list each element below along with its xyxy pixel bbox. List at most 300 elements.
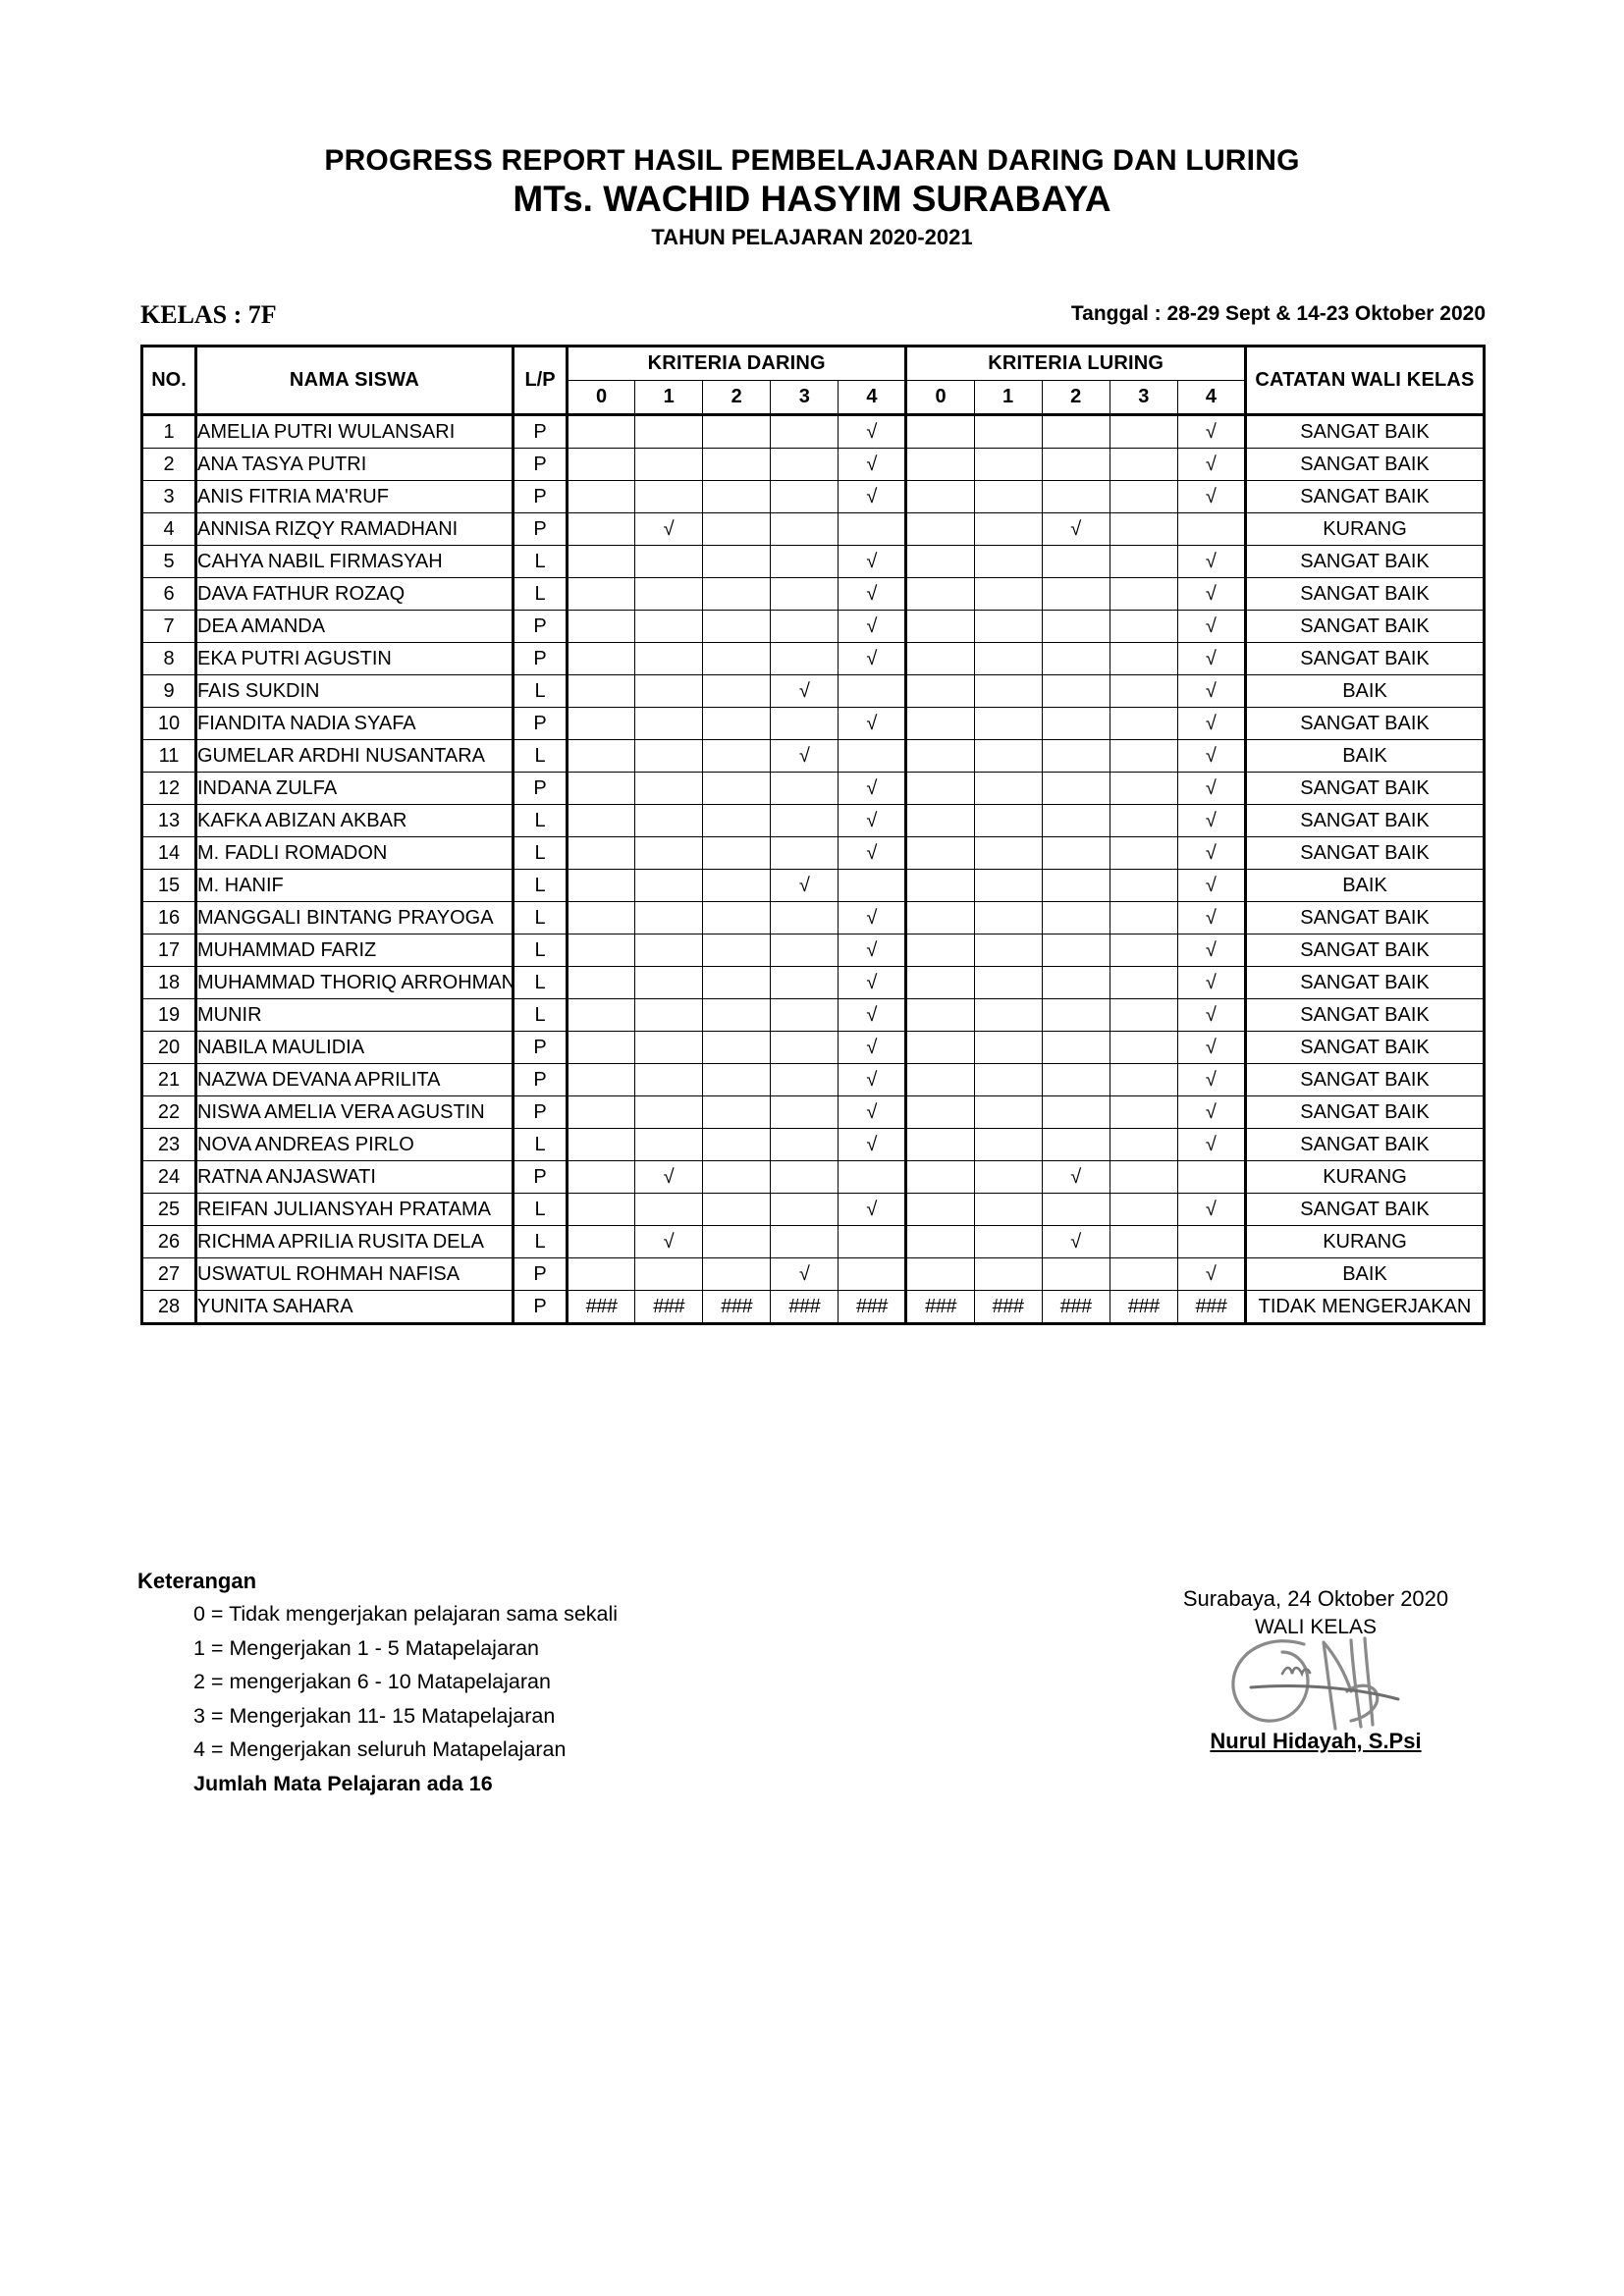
cell-luring-0 <box>906 1032 974 1064</box>
cell-daring-2 <box>703 513 771 546</box>
cell-luring-1 <box>974 1032 1042 1064</box>
cell-gender: P <box>514 643 568 675</box>
cell-gender: P <box>514 1096 568 1129</box>
col-header-no: NO. <box>142 347 196 415</box>
table-row <box>142 611 1485 643</box>
cell-daring-4 <box>839 513 906 546</box>
cell-gender: P <box>514 1258 568 1291</box>
cell-luring-1 <box>974 643 1042 675</box>
cell-luring-1 <box>974 934 1042 967</box>
cell-luring-2 <box>1042 643 1110 675</box>
table-row <box>142 1064 1485 1096</box>
legend-title: Keterangan <box>137 1569 257 1593</box>
cell-student-name: NABILA MAULIDIA <box>196 1032 514 1064</box>
cell-student-name: MUHAMMAD FARIZ <box>196 934 514 967</box>
cell-daring-4: √ <box>839 708 906 740</box>
cell-luring-2 <box>1042 773 1110 805</box>
cell-luring-1 <box>974 1226 1042 1258</box>
cell-luring-1 <box>974 902 1042 934</box>
cell-luring-1 <box>974 611 1042 643</box>
cell-daring-2 <box>703 999 771 1032</box>
cell-luring-4: √ <box>1177 1194 1245 1226</box>
cell-luring-0: ### <box>906 1291 974 1324</box>
table-row <box>142 546 1485 578</box>
cell-daring-3: √ <box>771 740 839 773</box>
cell-student-name: FIANDITA NADIA SYAFA <box>196 708 514 740</box>
cell-daring-1 <box>635 415 703 449</box>
cell-catatan: BAIK <box>1246 740 1485 773</box>
cell-luring-3 <box>1110 837 1177 870</box>
cell-luring-1 <box>974 1064 1042 1096</box>
cell-daring-3 <box>771 415 839 449</box>
cell-luring-4 <box>1177 513 1245 546</box>
cell-luring-0 <box>906 611 974 643</box>
cell-daring-1: √ <box>635 1226 703 1258</box>
cell-luring-0 <box>906 513 974 546</box>
cell-luring-2 <box>1042 1258 1110 1291</box>
cell-no: 6 <box>142 578 196 611</box>
cell-daring-0 <box>568 1258 635 1291</box>
cell-luring-3: ### <box>1110 1291 1177 1324</box>
cell-luring-3 <box>1110 1226 1177 1258</box>
cell-gender: L <box>514 740 568 773</box>
cell-no: 3 <box>142 481 196 513</box>
table-row <box>142 1226 1485 1258</box>
cell-luring-1 <box>974 773 1042 805</box>
cell-luring-1 <box>974 481 1042 513</box>
table-row <box>142 1194 1485 1226</box>
cell-daring-2 <box>703 611 771 643</box>
cell-daring-1 <box>635 934 703 967</box>
cell-luring-0 <box>906 934 974 967</box>
cell-no: 9 <box>142 675 196 708</box>
cell-luring-3 <box>1110 1064 1177 1096</box>
cell-daring-4: √ <box>839 1194 906 1226</box>
table-row <box>142 740 1485 773</box>
cell-luring-0 <box>906 967 974 999</box>
cell-daring-3 <box>771 708 839 740</box>
cell-no: 8 <box>142 643 196 675</box>
legend-item-1: 1 = Mengerjakan 1 - 5 Matapelajaran <box>193 1635 539 1660</box>
cell-luring-2 <box>1042 415 1110 449</box>
cell-luring-3 <box>1110 415 1177 449</box>
cell-student-name: RATNA ANJASWATI <box>196 1161 514 1194</box>
cell-daring-0: ### <box>568 1291 635 1324</box>
cell-student-name: EKA PUTRI AGUSTIN <box>196 643 514 675</box>
table-row <box>142 967 1485 999</box>
cell-no: 4 <box>142 513 196 546</box>
cell-daring-0 <box>568 415 635 449</box>
cell-daring-2 <box>703 1032 771 1064</box>
cell-catatan: TIDAK MENGERJAKAN <box>1246 1291 1485 1324</box>
legend-item-4: 4 = Mengerjakan seluruh Matapelajaran <box>193 1737 567 1761</box>
cell-luring-2: √ <box>1042 513 1110 546</box>
cell-catatan: SANGAT BAIK <box>1246 611 1485 643</box>
cell-daring-0 <box>568 611 635 643</box>
cell-gender: L <box>514 675 568 708</box>
cell-luring-2 <box>1042 902 1110 934</box>
cell-luring-3 <box>1110 708 1177 740</box>
col-header-luring-4: 4 <box>1177 381 1245 415</box>
cell-daring-1 <box>635 675 703 708</box>
cell-catatan: SANGAT BAIK <box>1246 643 1485 675</box>
cell-daring-0 <box>568 967 635 999</box>
cell-student-name: GUMELAR ARDHI NUSANTARA <box>196 740 514 773</box>
cell-daring-0 <box>568 643 635 675</box>
cell-daring-1: ### <box>635 1291 703 1324</box>
cell-daring-2 <box>703 708 771 740</box>
cell-daring-3 <box>771 837 839 870</box>
school-name: MTs. WACHID HASYIM SURABAYA <box>513 179 1111 220</box>
cell-gender: L <box>514 546 568 578</box>
cell-luring-4: √ <box>1177 643 1245 675</box>
cell-student-name: KAFKA ABIZAN AKBAR <box>196 805 514 837</box>
cell-daring-3 <box>771 773 839 805</box>
cell-luring-0 <box>906 449 974 481</box>
cell-luring-2 <box>1042 449 1110 481</box>
cell-gender: P <box>514 773 568 805</box>
cell-no: 7 <box>142 611 196 643</box>
cell-luring-3 <box>1110 675 1177 708</box>
cell-daring-2 <box>703 546 771 578</box>
cell-gender: L <box>514 999 568 1032</box>
table-head <box>142 347 1485 415</box>
col-header-luring-0: 0 <box>906 381 974 415</box>
cell-no: 16 <box>142 902 196 934</box>
cell-luring-1 <box>974 546 1042 578</box>
cell-daring-2 <box>703 1258 771 1291</box>
cell-luring-4: √ <box>1177 870 1245 902</box>
cell-daring-0 <box>568 837 635 870</box>
signature-place-date: Surabaya, 24 Oktober 2020 <box>1182 1586 1449 1611</box>
cell-luring-4 <box>1177 1161 1245 1194</box>
cell-daring-0 <box>568 870 635 902</box>
cell-no: 17 <box>142 934 196 967</box>
cell-gender: L <box>514 967 568 999</box>
cell-luring-4: √ <box>1177 805 1245 837</box>
cell-daring-4: √ <box>839 1032 906 1064</box>
cell-luring-4: √ <box>1177 675 1245 708</box>
table-row <box>142 675 1485 708</box>
col-header-luring-2: 2 <box>1042 381 1110 415</box>
cell-luring-0 <box>906 675 974 708</box>
cell-luring-3 <box>1110 1161 1177 1194</box>
cell-daring-0 <box>568 1129 635 1161</box>
cell-daring-1 <box>635 643 703 675</box>
document-header <box>0 145 1624 252</box>
cell-luring-3 <box>1110 999 1177 1032</box>
cell-no: 2 <box>142 449 196 481</box>
cell-luring-4 <box>1177 1226 1245 1258</box>
table-row <box>142 999 1485 1032</box>
cell-gender: L <box>514 805 568 837</box>
table-row <box>142 513 1485 546</box>
cell-luring-1 <box>974 1161 1042 1194</box>
cell-daring-1 <box>635 837 703 870</box>
table-row <box>142 1096 1485 1129</box>
cell-daring-0 <box>568 1096 635 1129</box>
table-header-row-1 <box>142 347 1485 381</box>
cell-student-name: NOVA ANDREAS PIRLO <box>196 1129 514 1161</box>
table-body <box>142 415 1485 1324</box>
cell-gender: P <box>514 415 568 449</box>
cell-student-name: REIFAN JULIANSYAH PRATAMA <box>196 1194 514 1226</box>
cell-no: 25 <box>142 1194 196 1226</box>
col-header-luring-1: 1 <box>974 381 1042 415</box>
cell-luring-4: √ <box>1177 481 1245 513</box>
cell-catatan: SANGAT BAIK <box>1246 578 1485 611</box>
cell-daring-2 <box>703 481 771 513</box>
cell-student-name: AMELIA PUTRI WULANSARI <box>196 415 514 449</box>
cell-luring-1 <box>974 578 1042 611</box>
cell-luring-0 <box>906 578 974 611</box>
cell-luring-2 <box>1042 967 1110 999</box>
cell-catatan: SANGAT BAIK <box>1246 1096 1485 1129</box>
table-row <box>142 708 1485 740</box>
table-row <box>142 1258 1485 1291</box>
cell-daring-0 <box>568 481 635 513</box>
cell-daring-4: √ <box>839 1129 906 1161</box>
cell-luring-4: √ <box>1177 902 1245 934</box>
cell-luring-0 <box>906 1129 974 1161</box>
col-header-daring-0: 0 <box>568 381 635 415</box>
cell-luring-3 <box>1110 1032 1177 1064</box>
cell-luring-0 <box>906 999 974 1032</box>
report-title: PROGRESS REPORT HASIL PEMBELAJARAN DARING DAN LURING <box>324 144 1300 177</box>
col-header-daring-3: 3 <box>771 381 839 415</box>
cell-luring-4: √ <box>1177 578 1245 611</box>
cell-daring-0 <box>568 902 635 934</box>
cell-daring-4: √ <box>839 1096 906 1129</box>
cell-daring-3 <box>771 1129 839 1161</box>
cell-daring-0 <box>568 675 635 708</box>
cell-no: 28 <box>142 1291 196 1324</box>
col-header-luring-3: 3 <box>1110 381 1177 415</box>
cell-daring-4 <box>839 740 906 773</box>
signature-name: Nurul Hidayah, S.Psi <box>1210 1728 1422 1753</box>
cell-daring-4: √ <box>839 415 906 449</box>
cell-student-name: YUNITA SAHARA <box>196 1291 514 1324</box>
cell-catatan: KURANG <box>1246 1226 1485 1258</box>
col-header-daring-4: 4 <box>839 381 906 415</box>
cell-luring-1 <box>974 1096 1042 1129</box>
class-label: KELAS : 7F <box>140 300 277 329</box>
cell-daring-2 <box>703 1226 771 1258</box>
cell-daring-4: √ <box>839 805 906 837</box>
cell-daring-3 <box>771 902 839 934</box>
cell-gender: P <box>514 1032 568 1064</box>
table-row <box>142 805 1485 837</box>
cell-luring-1 <box>974 805 1042 837</box>
signature-role: WALI KELAS <box>1254 1615 1378 1638</box>
cell-no: 27 <box>142 1258 196 1291</box>
cell-daring-1 <box>635 708 703 740</box>
cell-no: 1 <box>142 415 196 449</box>
cell-luring-0 <box>906 870 974 902</box>
cell-daring-1 <box>635 1032 703 1064</box>
cell-daring-4: √ <box>839 481 906 513</box>
cell-luring-3 <box>1110 870 1177 902</box>
cell-daring-3 <box>771 1096 839 1129</box>
cell-daring-1 <box>635 578 703 611</box>
cell-no: 22 <box>142 1096 196 1129</box>
cell-daring-1 <box>635 1064 703 1096</box>
cell-catatan: SANGAT BAIK <box>1246 481 1485 513</box>
cell-luring-4: √ <box>1177 611 1245 643</box>
cell-no: 19 <box>142 999 196 1032</box>
cell-daring-0 <box>568 1194 635 1226</box>
cell-daring-2 <box>703 805 771 837</box>
cell-no: 11 <box>142 740 196 773</box>
cell-luring-1 <box>974 999 1042 1032</box>
cell-daring-1: √ <box>635 513 703 546</box>
cell-daring-3 <box>771 1161 839 1194</box>
cell-luring-4: √ <box>1177 1064 1245 1096</box>
cell-daring-2: ### <box>703 1291 771 1324</box>
cell-luring-2 <box>1042 675 1110 708</box>
cell-luring-4: √ <box>1177 740 1245 773</box>
cell-catatan: BAIK <box>1246 1258 1485 1291</box>
cell-luring-2: √ <box>1042 1161 1110 1194</box>
cell-luring-4: √ <box>1177 449 1245 481</box>
cell-catatan: SANGAT BAIK <box>1246 837 1485 870</box>
cell-luring-0 <box>906 643 974 675</box>
cell-daring-3 <box>771 481 839 513</box>
cell-luring-4: √ <box>1177 967 1245 999</box>
col-header-lp: L/P <box>514 347 568 415</box>
cell-luring-2 <box>1042 837 1110 870</box>
col-header-kriteria-luring: KRITERIA LURING <box>906 347 1246 381</box>
cell-daring-3: √ <box>771 1258 839 1291</box>
cell-catatan: SANGAT BAIK <box>1246 546 1485 578</box>
cell-daring-3 <box>771 611 839 643</box>
cell-gender: L <box>514 837 568 870</box>
cell-luring-2 <box>1042 740 1110 773</box>
cell-luring-1 <box>974 1194 1042 1226</box>
cell-daring-2 <box>703 1194 771 1226</box>
cell-luring-2 <box>1042 1129 1110 1161</box>
cell-daring-3 <box>771 546 839 578</box>
legend-section <box>137 1571 618 1794</box>
cell-daring-1 <box>635 449 703 481</box>
cell-daring-2 <box>703 1064 771 1096</box>
cell-no: 5 <box>142 546 196 578</box>
cell-gender: P <box>514 481 568 513</box>
cell-luring-3 <box>1110 902 1177 934</box>
cell-daring-1 <box>635 1129 703 1161</box>
cell-student-name: M. FADLI ROMADON <box>196 837 514 870</box>
cell-daring-4: √ <box>839 967 906 999</box>
cell-luring-4: ### <box>1177 1291 1245 1324</box>
cell-luring-3 <box>1110 449 1177 481</box>
cell-gender: L <box>514 1129 568 1161</box>
table-row <box>142 643 1485 675</box>
cell-daring-4: √ <box>839 902 906 934</box>
table-row <box>142 578 1485 611</box>
cell-luring-3 <box>1110 805 1177 837</box>
cell-luring-0 <box>906 1096 974 1129</box>
cell-daring-1 <box>635 967 703 999</box>
cell-luring-2: ### <box>1042 1291 1110 1324</box>
cell-daring-3: √ <box>771 870 839 902</box>
cell-luring-3 <box>1110 967 1177 999</box>
cell-daring-4: ### <box>839 1291 906 1324</box>
cell-no: 12 <box>142 773 196 805</box>
cell-luring-3 <box>1110 1194 1177 1226</box>
cell-catatan: SANGAT BAIK <box>1246 999 1485 1032</box>
cell-luring-2 <box>1042 546 1110 578</box>
cell-no: 20 <box>142 1032 196 1064</box>
cell-student-name: CAHYA NABIL FIRMASYAH <box>196 546 514 578</box>
cell-catatan: SANGAT BAIK <box>1246 773 1485 805</box>
cell-luring-2 <box>1042 1194 1110 1226</box>
cell-daring-3 <box>771 513 839 546</box>
cell-no: 26 <box>142 1226 196 1258</box>
cell-luring-2 <box>1042 1064 1110 1096</box>
cell-luring-0 <box>906 773 974 805</box>
cell-luring-2 <box>1042 870 1110 902</box>
cell-luring-3 <box>1110 481 1177 513</box>
cell-gender: L <box>514 934 568 967</box>
col-header-daring-1: 1 <box>635 381 703 415</box>
col-header-catatan-wali-kelas: CATATAN WALI KELAS <box>1246 347 1485 415</box>
cell-luring-1 <box>974 708 1042 740</box>
cell-luring-2 <box>1042 578 1110 611</box>
cell-daring-0 <box>568 740 635 773</box>
cell-daring-0 <box>568 578 635 611</box>
cell-daring-4 <box>839 870 906 902</box>
cell-daring-3 <box>771 1226 839 1258</box>
cell-luring-1 <box>974 513 1042 546</box>
cell-daring-3: √ <box>771 675 839 708</box>
cell-luring-2 <box>1042 1096 1110 1129</box>
cell-no: 14 <box>142 837 196 870</box>
legend-item-0: 0 = Tidak mengerjakan pelajaran sama sekali <box>193 1602 619 1626</box>
cell-catatan: SANGAT BAIK <box>1246 1032 1485 1064</box>
table-row <box>142 870 1485 902</box>
table-row <box>142 1291 1485 1324</box>
cell-no: 13 <box>142 805 196 837</box>
cell-student-name: USWATUL ROHMAH NAFISA <box>196 1258 514 1291</box>
cell-daring-2 <box>703 415 771 449</box>
cell-daring-2 <box>703 1129 771 1161</box>
cell-daring-4: √ <box>839 643 906 675</box>
legend-item-2: 2 = mengerjakan 6 - 10 Matapelajaran <box>193 1670 551 1693</box>
student-progress-table <box>140 345 1486 1325</box>
cell-daring-2 <box>703 675 771 708</box>
cell-luring-3 <box>1110 1129 1177 1161</box>
cell-daring-4 <box>839 1161 906 1194</box>
cell-daring-1 <box>635 999 703 1032</box>
table-row <box>142 449 1485 481</box>
cell-luring-4: √ <box>1177 546 1245 578</box>
academic-year: TAHUN PELAJARAN 2020-2021 <box>651 224 973 249</box>
cell-luring-0 <box>906 708 974 740</box>
cell-luring-0 <box>906 546 974 578</box>
cell-daring-0 <box>568 999 635 1032</box>
cell-daring-2 <box>703 837 771 870</box>
cell-catatan: SANGAT BAIK <box>1246 934 1485 967</box>
cell-daring-2 <box>703 934 771 967</box>
cell-daring-1 <box>635 740 703 773</box>
table-row <box>142 902 1485 934</box>
cell-daring-3 <box>771 999 839 1032</box>
cell-gender: P <box>514 708 568 740</box>
cell-daring-2 <box>703 967 771 999</box>
table-row <box>142 837 1485 870</box>
cell-daring-3 <box>771 1032 839 1064</box>
cell-daring-0 <box>568 546 635 578</box>
